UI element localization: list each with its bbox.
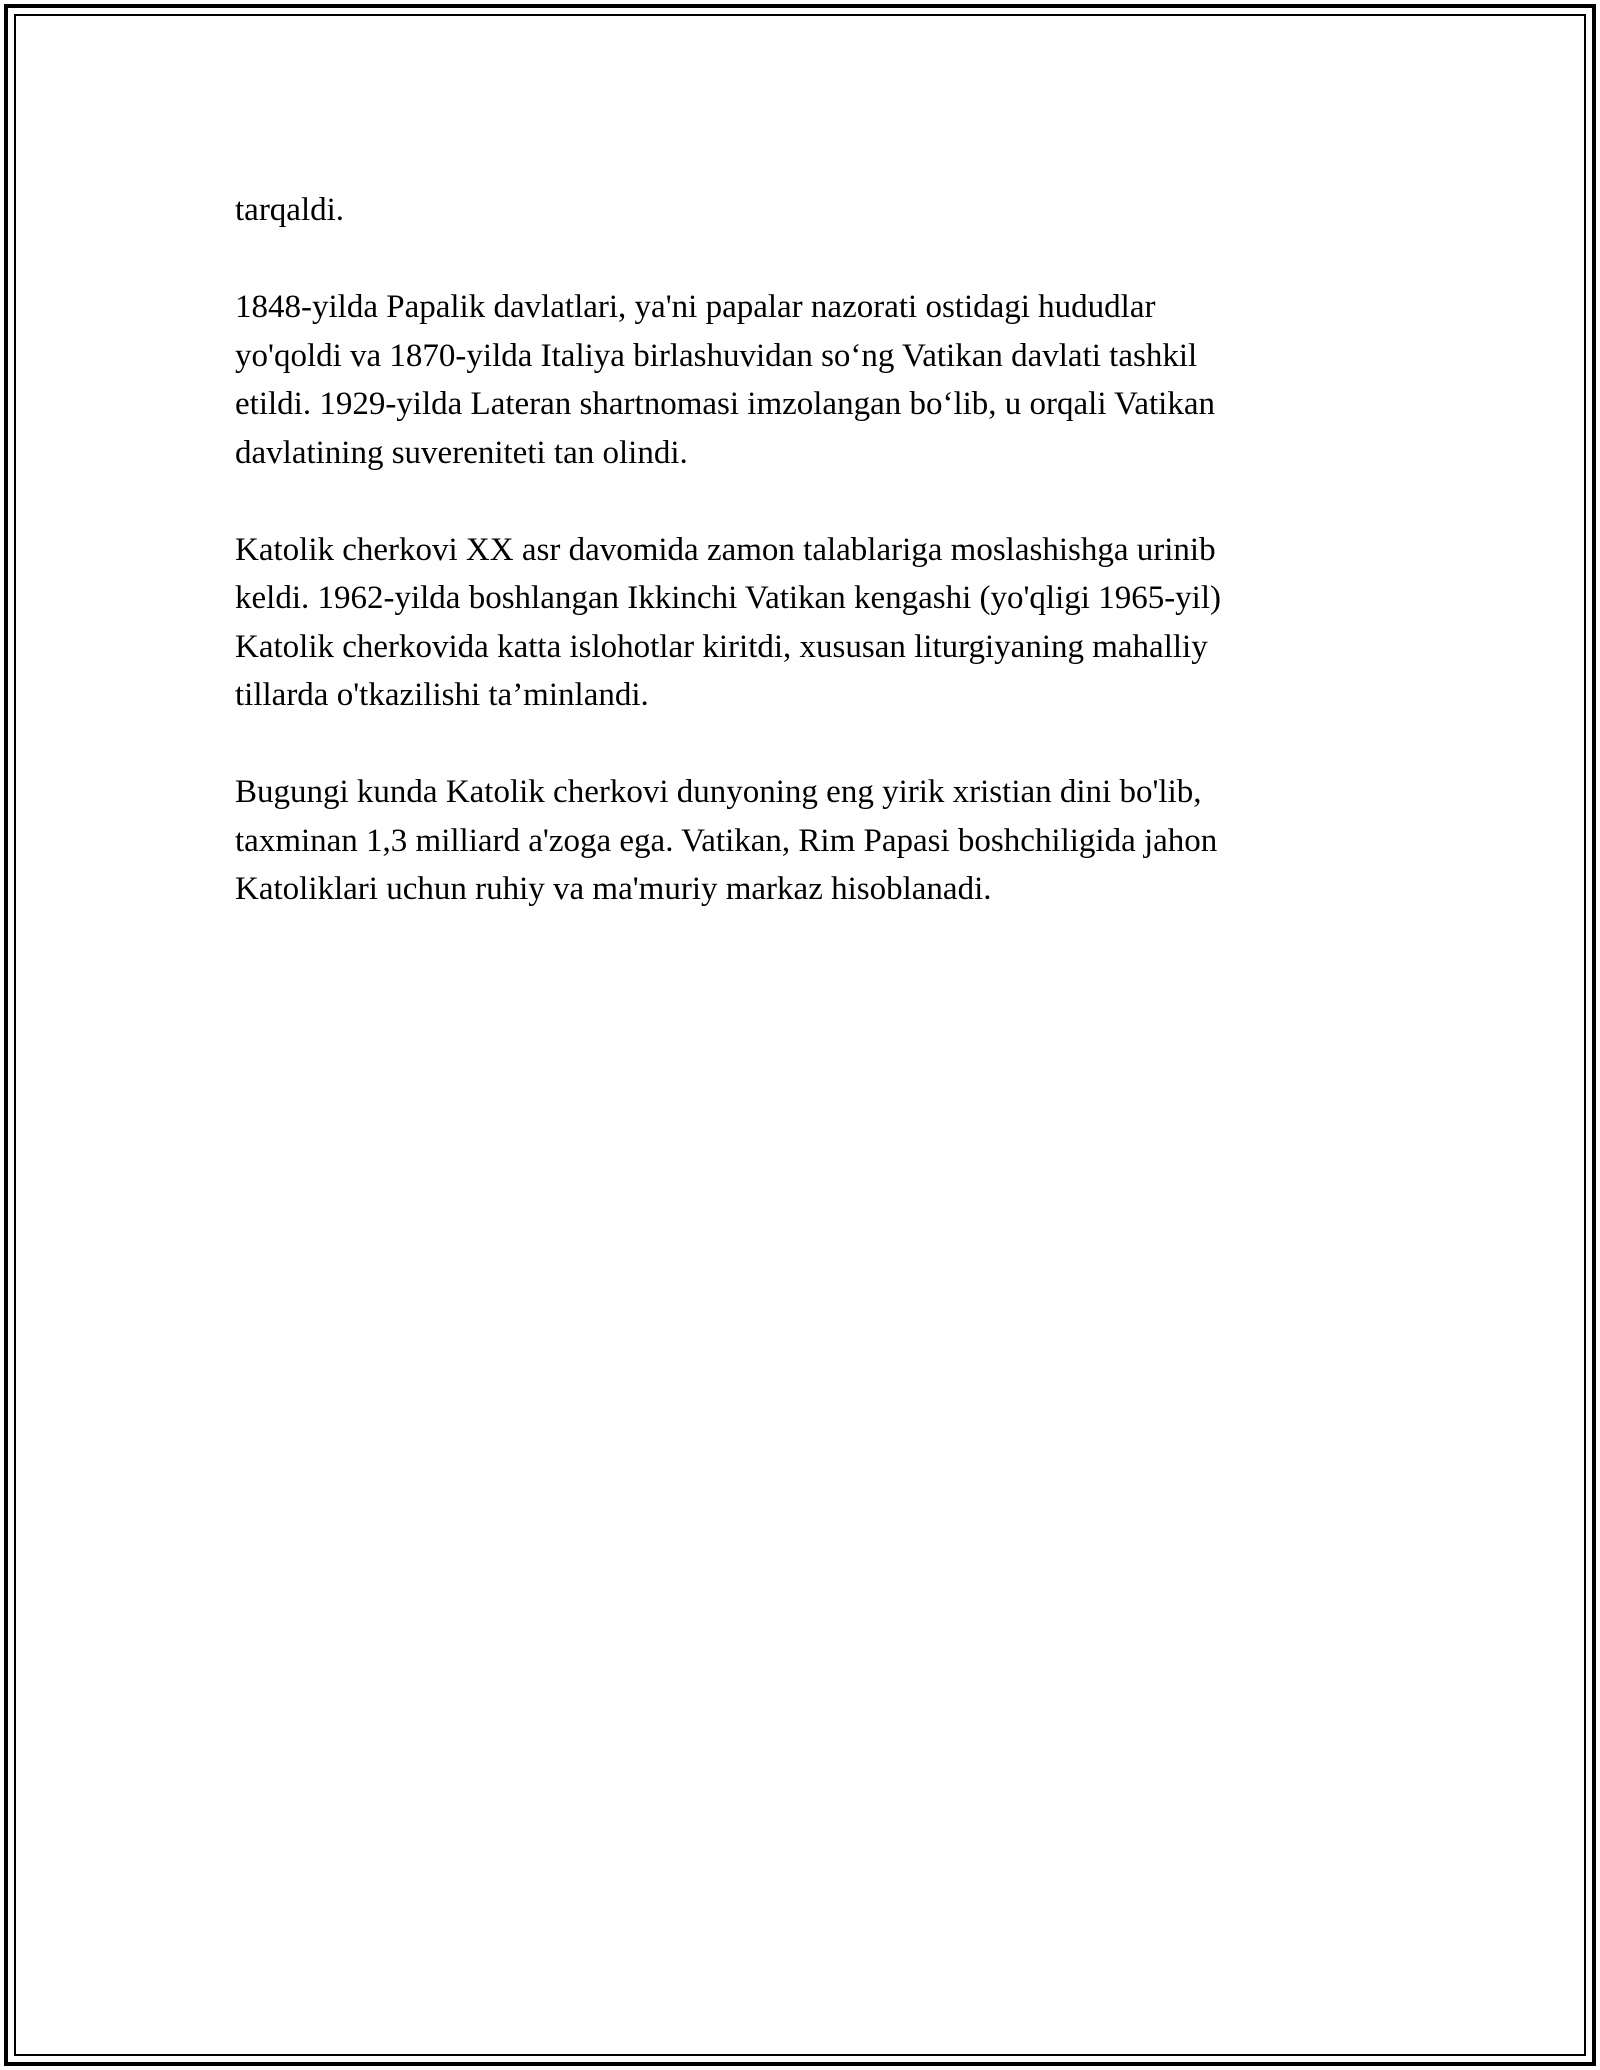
text-line: taxminan 1,3 milliard a'zoga ega. Vatikan, Rim Papasi boshchiligida jahon [235, 822, 1218, 859]
text-line: tillarda o'tkazilishi ta’minlandi. [235, 677, 649, 713]
text-line: Katoliklari uchun ruhiy va ma'muriy markaz hisoblanadi. [235, 871, 992, 907]
text-line: yo'qoldi va 1870-yilda Italiya birlashuvidan so‘ng Vatikan davlati tashkil [235, 337, 1198, 374]
paragraph-3 [235, 526, 1365, 720]
paragraph-1 [235, 186, 1365, 235]
text-line: davlatining suvereniteti tan olindi. [235, 434, 688, 471]
text-line: 1848-yilda Papalik davlatlari, ya'ni papalar nazorati ostidagi hududlar [235, 289, 1156, 325]
paragraph-4 [235, 768, 1365, 914]
text-line: Katolik cherkovi XX asr davomida zamon talablariga moslashishga urinib [235, 531, 1216, 568]
text-line: etildi. 1929-yilda Lateran shartnomasi imzolangan bo‘lib, u orqali Vatikan [235, 386, 1215, 422]
document-body [235, 186, 1365, 962]
text-line: Bugungi kunda Katolik cherkovi dunyoning eng yirik xristian dini bo'lib, [235, 774, 1202, 810]
text-line: Katolik cherkovida katta islohotlar kiritdi, xususan liturgiyaning mahalliy [235, 628, 1208, 665]
paragraph-2 [235, 283, 1365, 477]
text-line: tarqaldi. [235, 192, 345, 228]
text-line: keldi. 1962-yilda boshlangan Ikkinchi Vatikan kengashi (yo'qligi 1965-yil) [235, 580, 1222, 616]
